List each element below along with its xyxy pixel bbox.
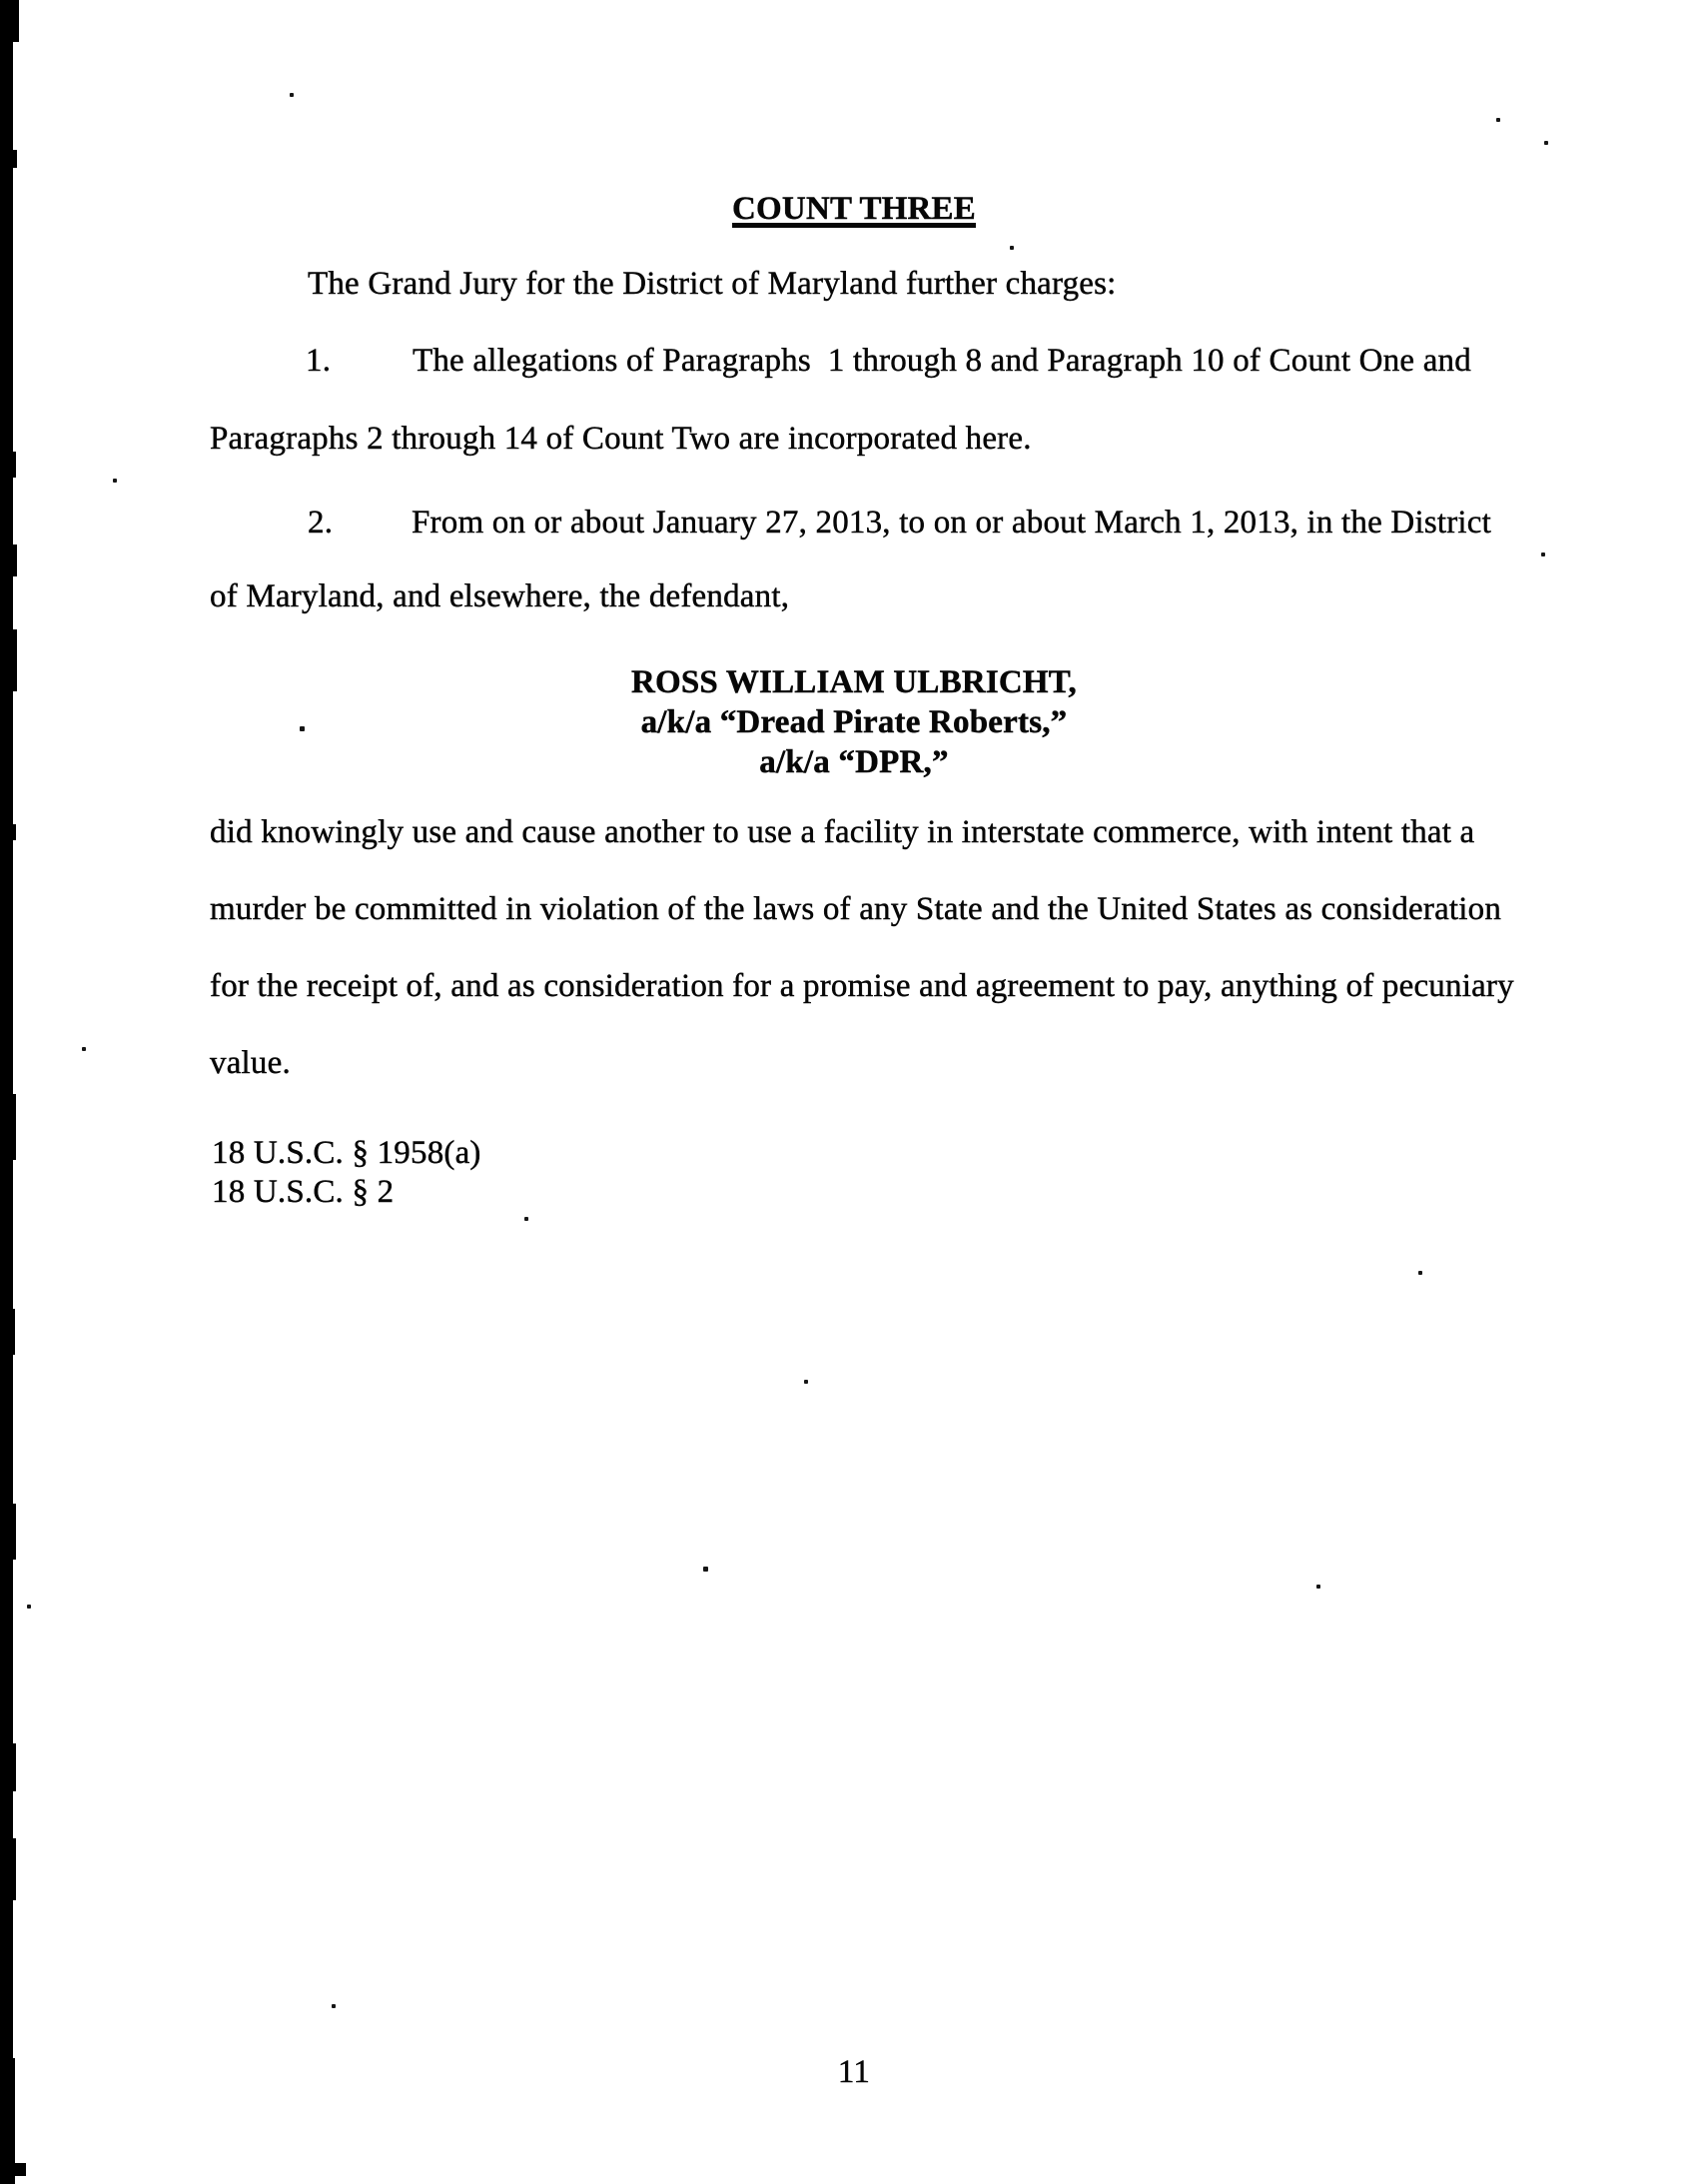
defendant-alias-2: a/k/a “DPR,” xyxy=(759,744,949,780)
scan-edge-artifact xyxy=(0,629,17,691)
scan-edge-artifact xyxy=(0,545,17,576)
scan-noise-speck xyxy=(27,1605,31,1609)
scan-noise-speck xyxy=(300,726,305,731)
scan-edge-artifact xyxy=(0,1838,16,1900)
scan-noise-speck xyxy=(332,2004,336,2008)
scan-noise-speck xyxy=(524,1217,528,1221)
scan-edge-artifact xyxy=(0,1743,16,1791)
page-number: 11 xyxy=(837,2054,871,2090)
charge-body-line-4: value. xyxy=(210,1045,291,1081)
paragraph-1-line-1: The allegations of Paragraphs 1 through 8 and Paragraph 10 of Count One and xyxy=(413,343,1471,379)
scan-noise-speck xyxy=(1010,246,1014,250)
scan-noise-speck xyxy=(113,479,117,483)
scan-noise-speck xyxy=(1316,1585,1320,1589)
paragraph-1-line-2: Paragraphs 2 through 14 of Count Two are incorporated here. xyxy=(210,421,1032,457)
scan-edge-artifact xyxy=(0,824,16,840)
defendant-alias-1: a/k/a “Dread Pirate Roberts,” xyxy=(640,704,1068,740)
defendant-name: ROSS WILLIAM ULBRICHT, xyxy=(630,664,1078,700)
scan-edge-artifact xyxy=(0,1094,16,1160)
count-heading xyxy=(205,189,1503,229)
scan-edge-artifact xyxy=(0,0,19,42)
paragraph-2-number: 2. xyxy=(308,505,334,541)
paragraph-2-line-1: From on or about January 27, 2013, to on or about March 1, 2013, in the District xyxy=(412,505,1492,541)
scan-noise-speck xyxy=(290,93,294,97)
statute-citation-1: 18 U.S.C. § 1958(a) xyxy=(212,1135,481,1171)
scan-noise-speck xyxy=(1544,141,1548,145)
charge-body-line-1: did knowingly use and cause another to use a facility in interstate commerce, with intent that a xyxy=(210,814,1475,850)
scan-edge-artifact xyxy=(0,452,16,478)
count-heading-text: COUNT THREE xyxy=(732,191,976,227)
scan-edge-artifact xyxy=(12,2163,26,2176)
scan-edge-artifact xyxy=(0,1504,16,1560)
charge-body-line-3: for the receipt of, and as consideration for a promise and agreement to pay, anything of pecuniary xyxy=(210,968,1514,1004)
scan-noise-speck xyxy=(804,1380,808,1384)
scan-edge-artifact xyxy=(0,150,17,168)
scan-noise-speck xyxy=(703,1567,708,1572)
paragraph-2-line-2: of Maryland, and elsewhere, the defendant, xyxy=(210,578,790,614)
scan-noise-speck xyxy=(82,1047,86,1051)
scan-noise-speck xyxy=(1541,552,1545,556)
intro-line: The Grand Jury for the District of Maryland further charges: xyxy=(308,266,1117,302)
paragraph-1-number: 1. xyxy=(306,343,332,379)
scan-edge-artifact xyxy=(0,1309,15,1355)
statute-citation-2: 18 U.S.C. § 2 xyxy=(212,1174,395,1210)
scan-noise-speck xyxy=(1418,1271,1422,1275)
scan-noise-speck xyxy=(1496,118,1500,122)
charge-body-line-2: murder be committed in violation of the laws of any State and the United States as consideration xyxy=(210,891,1502,927)
